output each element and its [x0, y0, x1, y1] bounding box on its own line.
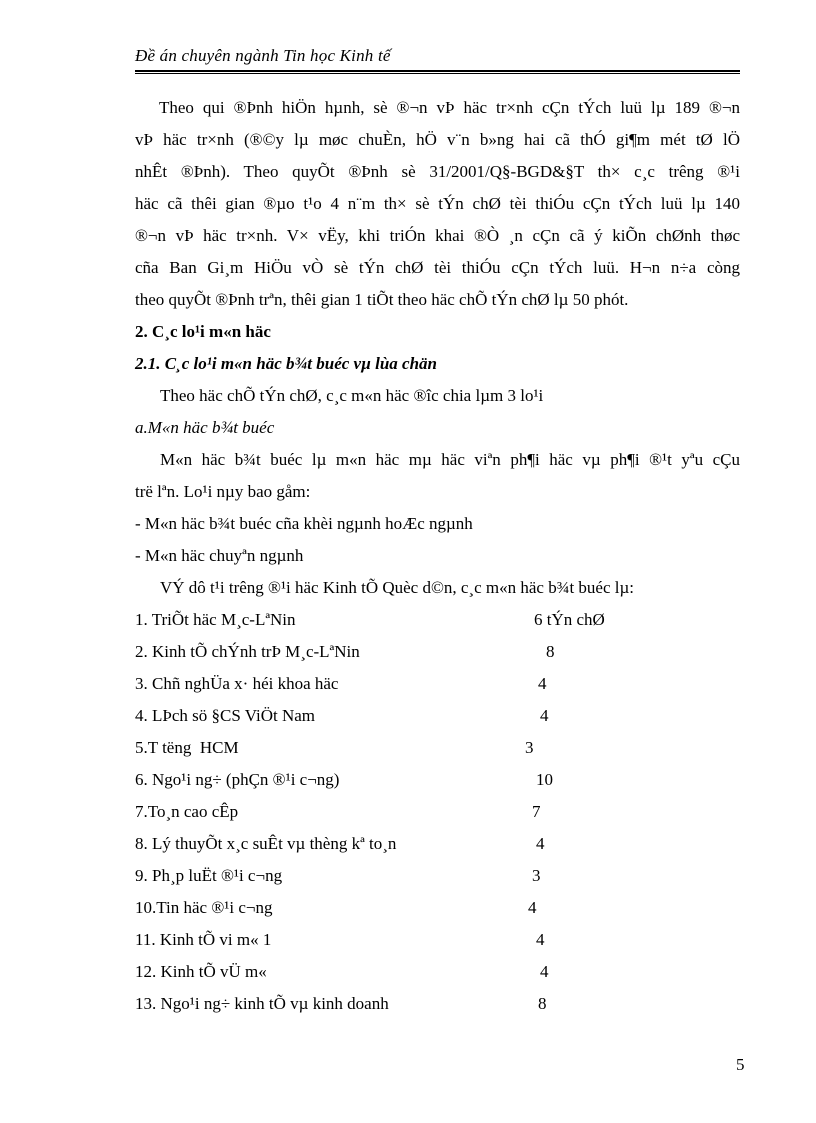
section-heading: 2. C¸c lo¹i m«n häc — [135, 322, 271, 341]
course-credits: 4 — [528, 898, 537, 917]
bullet-item: - M«n häc b¾t buéc cña khèi ngµnh hoÆc ngµnh — [135, 514, 473, 533]
course-credits: 4 — [540, 962, 549, 981]
course-credits: 3 — [532, 866, 541, 885]
course-list — [135, 604, 740, 1020]
course-name: 7.To¸n cao cÊp — [135, 802, 239, 821]
course-credits: 8 — [538, 994, 547, 1013]
paragraph-required-courses — [135, 444, 740, 508]
paragraph-line: Theo qui ®Þnh hiÖn hµnh, sè ®¬n vÞ häc tr×nh cÇn tÝch luü lµ 189 ®¬n — [159, 98, 740, 117]
course-name: 9. Ph¸p luËt ®¹i c¬ng — [135, 866, 283, 885]
course-row — [135, 892, 740, 924]
subsection-a-heading: a.M«n häc b¾t buéc — [135, 418, 275, 437]
course-credits: 4 — [540, 706, 549, 725]
course-credits: 7 — [532, 802, 541, 821]
header-rule-thick — [135, 70, 740, 72]
course-name: 5.T tëng HCM — [135, 738, 239, 757]
course-name: 4. LÞch sö §CS ViÖt Nam — [135, 706, 316, 725]
course-name: 1. TriÕt häc M¸c-LªNin — [135, 610, 296, 629]
paragraph-line: trë lªn. Lo¹i nµy bao gåm: — [135, 482, 311, 501]
document-body — [135, 92, 740, 1020]
course-row — [135, 700, 740, 732]
course-credits: 8 — [546, 642, 555, 661]
bullet-item: - M«n häc chuyªn ngµnh — [135, 546, 304, 565]
course-row — [135, 956, 740, 988]
course-row — [135, 796, 740, 828]
paragraph-line: ®¬n vÞ häc tr×nh. V× vËy, khi triÓn khai ®Ò ¸n cÇn cã ý kiÕn chØnh thøc — [135, 226, 740, 245]
course-credits: 10 — [536, 770, 553, 789]
paragraph-intro — [135, 92, 740, 316]
course-name: 12. Kinh tÕ vÜ m« — [135, 962, 267, 981]
course-name: 13. Ngo¹i ng÷ kinh tÕ vµ kinh doanh — [135, 994, 389, 1013]
paragraph-line: cña Ban Gi¸m HiÖu vÒ sè tÝn chØ tèi thiÓu cÇn tÝch luü. H¬n n÷a còng — [135, 258, 740, 277]
course-row — [135, 604, 740, 636]
course-name: 8. Lý thuyÕt x¸c suÊt vµ thèng kª to¸n — [135, 834, 397, 853]
course-credits: 4 — [536, 834, 545, 853]
paragraph-line: nhÊt ®Þnh). Theo quyÕt ®Þnh sè 31/2001/Q§-BGD&§T th× c¸c trêng ®¹i — [135, 162, 740, 181]
subsection-heading: 2.1. C¸c lo¹i m«n häc b¾t buéc vµ lùa chän — [135, 354, 438, 373]
paragraph-line: vÞ häc tr×nh (®©y lµ møc chuÈn, hÖ v¨n b»ng hai cã thÓ gi¶m mét tØ lÖ — [135, 130, 740, 149]
course-credits: 4 — [538, 674, 547, 693]
course-credits: 6 tÝn chØ — [534, 610, 605, 629]
course-row — [135, 636, 740, 668]
paragraph-line: M«n häc b¾t buéc lµ m«n häc mµ häc viªn ph¶i häc vµ ph¶i ®¹t yªu cÇu — [160, 450, 740, 469]
course-row — [135, 828, 740, 860]
course-name: 3. Chñ nghÜa x· héi khoa häc — [135, 674, 339, 693]
page-header-title: Đề án chuyên ngành Tin học Kinh tế — [135, 46, 391, 65]
course-row — [135, 764, 740, 796]
course-credits: 3 — [525, 738, 534, 757]
header-rule-thin — [135, 73, 740, 74]
intro-line: Theo häc chÕ tÝn chØ, c¸c m«n häc ®îc chia lµm 3 lo¹i — [160, 386, 544, 405]
course-row — [135, 924, 740, 956]
course-name: 6. Ngo¹i ng÷ (phÇn ®¹i c¬ng) — [135, 770, 340, 789]
course-name: 10.Tin häc ®¹i c¬ng — [135, 898, 273, 917]
course-name: 2. Kinh tÕ chÝnh trÞ M¸c-LªNin — [135, 642, 360, 661]
example-line: VÝ dô t¹i trêng ®¹i häc Kinh tÕ Quèc d©n, c¸c m«n häc b¾t buéc lµ: — [160, 578, 635, 597]
page-number: 5 — [736, 1055, 745, 1074]
course-name: 11. Kinh tÕ vi m« 1 — [135, 930, 272, 949]
course-row — [135, 668, 740, 700]
paragraph-line: theo quyÕt ®Þnh trªn, thêi gian 1 tiÕt theo häc chÕ tÝn chØ lµ 50 phót. — [135, 290, 629, 309]
course-row — [135, 732, 740, 764]
paragraph-line: häc cã thêi gian ®µo t¹o 4 n¨m th× sè tÝn chØ tèi thiÓu cÇn tÝch luü lµ 140 — [135, 194, 740, 213]
course-row — [135, 988, 740, 1020]
course-credits: 4 — [536, 930, 545, 949]
course-row — [135, 860, 740, 892]
